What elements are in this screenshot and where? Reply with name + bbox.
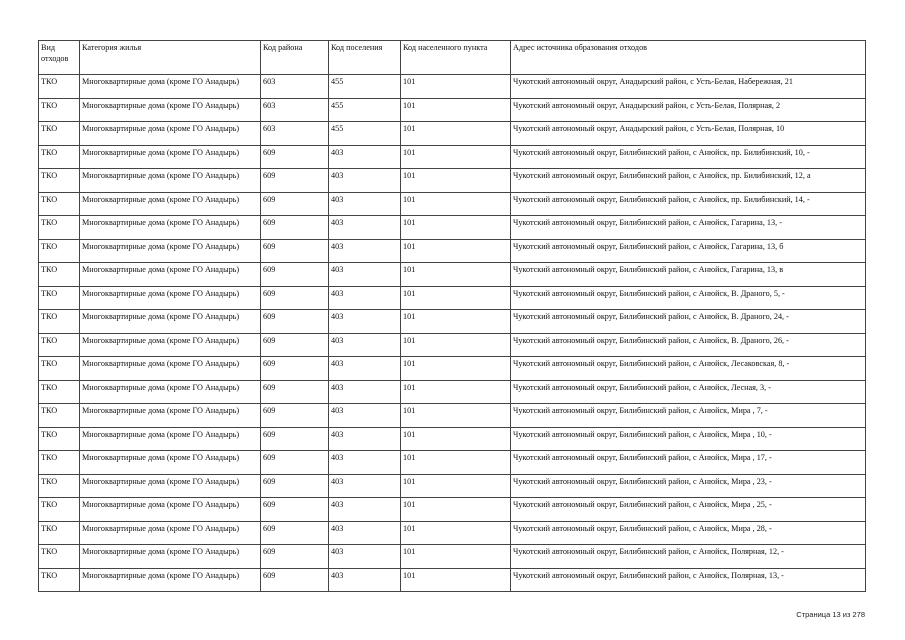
cell-category: Многоквартирные дома (кроме ГО Анадырь) xyxy=(80,545,261,569)
table-row xyxy=(39,75,866,99)
table-row xyxy=(39,568,866,592)
cell-district-code: 609 xyxy=(261,239,329,263)
table-row xyxy=(39,122,866,146)
cell-locality-code: 101 xyxy=(401,239,511,263)
cell-locality-code: 101 xyxy=(401,192,511,216)
cell-settlement-code: 403 xyxy=(329,568,401,592)
cell-address: Чукотский автономный округ, Билибинский район, с Анюйск, Мира , 28, - xyxy=(511,521,866,545)
cell-address: Чукотский автономный округ, Билибинский район, с Анюйск, пр. Билибинский, 12, а xyxy=(511,169,866,193)
cell-district-code: 609 xyxy=(261,263,329,287)
waste-sources-table xyxy=(38,40,866,592)
cell-category: Многоквартирные дома (кроме ГО Анадырь) xyxy=(80,75,261,99)
table-row xyxy=(39,98,866,122)
cell-locality-code: 101 xyxy=(401,380,511,404)
cell-district-code: 603 xyxy=(261,98,329,122)
cell-district-code: 603 xyxy=(261,75,329,99)
cell-waste-type: ТКО xyxy=(39,263,80,287)
cell-category: Многоквартирные дома (кроме ГО Анадырь) xyxy=(80,263,261,287)
cell-waste-type: ТКО xyxy=(39,98,80,122)
cell-waste-type: ТКО xyxy=(39,145,80,169)
table-row xyxy=(39,169,866,193)
cell-waste-type: ТКО xyxy=(39,169,80,193)
cell-locality-code: 101 xyxy=(401,357,511,381)
cell-settlement-code: 403 xyxy=(329,357,401,381)
cell-locality-code: 101 xyxy=(401,216,511,240)
cell-locality-code: 101 xyxy=(401,286,511,310)
cell-category: Многоквартирные дома (кроме ГО Анадырь) xyxy=(80,333,261,357)
cell-address: Чукотский автономный округ, Билибинский район, с Анюйск, Мира , 25, - xyxy=(511,498,866,522)
cell-category: Многоквартирные дома (кроме ГО Анадырь) xyxy=(80,380,261,404)
cell-address: Чукотский автономный округ, Билибинский район, с Анюйск, Мира , 23, - xyxy=(511,474,866,498)
cell-settlement-code: 455 xyxy=(329,122,401,146)
cell-settlement-code: 455 xyxy=(329,75,401,99)
table-row xyxy=(39,521,866,545)
cell-district-code: 609 xyxy=(261,286,329,310)
cell-locality-code: 101 xyxy=(401,122,511,146)
cell-waste-type: ТКО xyxy=(39,122,80,146)
header-settlement-code: Код поселения xyxy=(329,41,401,75)
table-row xyxy=(39,451,866,475)
cell-waste-type: ТКО xyxy=(39,75,80,99)
cell-district-code: 609 xyxy=(261,498,329,522)
cell-category: Многоквартирные дома (кроме ГО Анадырь) xyxy=(80,98,261,122)
cell-locality-code: 101 xyxy=(401,169,511,193)
cell-address: Чукотский автономный округ, Билибинский район, с Анюйск, Мира , 17, - xyxy=(511,451,866,475)
cell-locality-code: 101 xyxy=(401,474,511,498)
header-district-code: Код района xyxy=(261,41,329,75)
cell-settlement-code: 403 xyxy=(329,380,401,404)
header-locality-code: Код населенного пункта xyxy=(401,41,511,75)
header-category: Категория жилья xyxy=(80,41,261,75)
cell-district-code: 609 xyxy=(261,145,329,169)
cell-settlement-code: 403 xyxy=(329,404,401,428)
cell-district-code: 609 xyxy=(261,474,329,498)
cell-settlement-code: 403 xyxy=(329,310,401,334)
cell-waste-type: ТКО xyxy=(39,192,80,216)
cell-locality-code: 101 xyxy=(401,451,511,475)
cell-address: Чукотский автономный округ, Билибинский район, с Анюйск, Гагарина, 13, - xyxy=(511,216,866,240)
table-row xyxy=(39,545,866,569)
cell-address: Чукотский автономный округ, Билибинский район, с Анюйск, Гагарина, 13, б xyxy=(511,239,866,263)
cell-category: Многоквартирные дома (кроме ГО Анадырь) xyxy=(80,169,261,193)
table-row xyxy=(39,380,866,404)
table-row xyxy=(39,310,866,334)
cell-address: Чукотский автономный округ, Билибинский район, с Анюйск, Мира , 10, - xyxy=(511,427,866,451)
table-header-row xyxy=(39,41,866,75)
cell-category: Многоквартирные дома (кроме ГО Анадырь) xyxy=(80,404,261,428)
header-waste-type: Вид отходов xyxy=(39,41,80,75)
cell-locality-code: 101 xyxy=(401,427,511,451)
cell-locality-code: 101 xyxy=(401,521,511,545)
table-row xyxy=(39,263,866,287)
cell-district-code: 609 xyxy=(261,404,329,428)
table-row xyxy=(39,357,866,381)
table-row xyxy=(39,145,866,169)
cell-district-code: 609 xyxy=(261,380,329,404)
cell-waste-type: ТКО xyxy=(39,404,80,428)
registry-sheet xyxy=(38,40,865,592)
cell-locality-code: 101 xyxy=(401,145,511,169)
cell-district-code: 609 xyxy=(261,521,329,545)
cell-district-code: 609 xyxy=(261,451,329,475)
cell-settlement-code: 403 xyxy=(329,286,401,310)
cell-waste-type: ТКО xyxy=(39,310,80,334)
table-row xyxy=(39,474,866,498)
cell-settlement-code: 403 xyxy=(329,216,401,240)
cell-address: Чукотский автономный округ, Билибинский район, с Анюйск, пр. Билибинский, 14, - xyxy=(511,192,866,216)
cell-address: Чукотский автономный округ, Анадырский район, с Усть-Белая, Полярная, 10 xyxy=(511,122,866,146)
cell-district-code: 609 xyxy=(261,568,329,592)
cell-settlement-code: 403 xyxy=(329,263,401,287)
cell-address: Чукотский автономный округ, Анадырский район, с Усть-Белая, Набережная, 21 xyxy=(511,75,866,99)
cell-settlement-code: 403 xyxy=(329,192,401,216)
cell-waste-type: ТКО xyxy=(39,380,80,404)
cell-category: Многоквартирные дома (кроме ГО Анадырь) xyxy=(80,474,261,498)
cell-settlement-code: 403 xyxy=(329,521,401,545)
cell-waste-type: ТКО xyxy=(39,498,80,522)
cell-waste-type: ТКО xyxy=(39,357,80,381)
cell-category: Многоквартирные дома (кроме ГО Анадырь) xyxy=(80,239,261,263)
cell-locality-code: 101 xyxy=(401,98,511,122)
cell-locality-code: 101 xyxy=(401,404,511,428)
cell-address: Чукотский автономный округ, Билибинский район, с Анюйск, Лесная, 3, - xyxy=(511,380,866,404)
cell-settlement-code: 403 xyxy=(329,545,401,569)
table-row xyxy=(39,404,866,428)
cell-settlement-code: 403 xyxy=(329,145,401,169)
cell-waste-type: ТКО xyxy=(39,239,80,263)
table-row xyxy=(39,239,866,263)
cell-locality-code: 101 xyxy=(401,263,511,287)
cell-settlement-code: 403 xyxy=(329,427,401,451)
cell-locality-code: 101 xyxy=(401,75,511,99)
cell-district-code: 609 xyxy=(261,310,329,334)
cell-category: Многоквартирные дома (кроме ГО Анадырь) xyxy=(80,568,261,592)
cell-category: Многоквартирные дома (кроме ГО Анадырь) xyxy=(80,498,261,522)
table-row xyxy=(39,498,866,522)
cell-category: Многоквартирные дома (кроме ГО Анадырь) xyxy=(80,145,261,169)
cell-locality-code: 101 xyxy=(401,498,511,522)
cell-waste-type: ТКО xyxy=(39,474,80,498)
cell-category: Многоквартирные дома (кроме ГО Анадырь) xyxy=(80,357,261,381)
cell-settlement-code: 403 xyxy=(329,498,401,522)
header-address: Адрес источника образования отходов xyxy=(511,41,866,75)
cell-waste-type: ТКО xyxy=(39,216,80,240)
cell-waste-type: ТКО xyxy=(39,286,80,310)
cell-address: Чукотский автономный округ, Билибинский район, с Анюйск, В. Драного, 5, - xyxy=(511,286,866,310)
cell-address: Чукотский автономный округ, Билибинский район, с Анюйск, Полярная, 12, - xyxy=(511,545,866,569)
cell-address: Чукотский автономный округ, Билибинский район, с Анюйск, Гагарина, 13, в xyxy=(511,263,866,287)
cell-address: Чукотский автономный округ, Билибинский район, с Анюйск, В. Драного, 24, - xyxy=(511,310,866,334)
cell-address: Чукотский автономный округ, Анадырский район, с Усть-Белая, Полярная, 2 xyxy=(511,98,866,122)
cell-category: Многоквартирные дома (кроме ГО Анадырь) xyxy=(80,521,261,545)
table-row xyxy=(39,216,866,240)
page-number: Страница 13 из 278 xyxy=(796,610,865,619)
table-row xyxy=(39,286,866,310)
cell-settlement-code: 455 xyxy=(329,98,401,122)
cell-waste-type: ТКО xyxy=(39,333,80,357)
cell-waste-type: ТКО xyxy=(39,545,80,569)
table-row xyxy=(39,427,866,451)
cell-district-code: 603 xyxy=(261,122,329,146)
cell-locality-code: 101 xyxy=(401,333,511,357)
cell-district-code: 609 xyxy=(261,427,329,451)
cell-settlement-code: 403 xyxy=(329,474,401,498)
table-body xyxy=(39,75,866,592)
cell-address: Чукотский автономный округ, Билибинский район, с Анюйск, пр. Билибинский, 10, - xyxy=(511,145,866,169)
cell-district-code: 609 xyxy=(261,216,329,240)
table-row xyxy=(39,192,866,216)
table-row xyxy=(39,333,866,357)
cell-category: Многоквартирные дома (кроме ГО Анадырь) xyxy=(80,192,261,216)
cell-address: Чукотский автономный округ, Билибинский район, с Анюйск, Полярная, 13, - xyxy=(511,568,866,592)
cell-category: Многоквартирные дома (кроме ГО Анадырь) xyxy=(80,286,261,310)
cell-settlement-code: 403 xyxy=(329,451,401,475)
cell-waste-type: ТКО xyxy=(39,451,80,475)
cell-district-code: 609 xyxy=(261,169,329,193)
cell-locality-code: 101 xyxy=(401,310,511,334)
cell-district-code: 609 xyxy=(261,192,329,216)
cell-category: Многоквартирные дома (кроме ГО Анадырь) xyxy=(80,310,261,334)
cell-waste-type: ТКО xyxy=(39,521,80,545)
cell-address: Чукотский автономный округ, Билибинский район, с Анюйск, Лесаковская, 8, - xyxy=(511,357,866,381)
cell-settlement-code: 403 xyxy=(329,239,401,263)
cell-locality-code: 101 xyxy=(401,545,511,569)
cell-settlement-code: 403 xyxy=(329,333,401,357)
cell-waste-type: ТКО xyxy=(39,568,80,592)
cell-settlement-code: 403 xyxy=(329,169,401,193)
cell-category: Многоквартирные дома (кроме ГО Анадырь) xyxy=(80,451,261,475)
cell-district-code: 609 xyxy=(261,545,329,569)
cell-district-code: 609 xyxy=(261,357,329,381)
cell-category: Многоквартирные дома (кроме ГО Анадырь) xyxy=(80,216,261,240)
cell-waste-type: ТКО xyxy=(39,427,80,451)
cell-category: Многоквартирные дома (кроме ГО Анадырь) xyxy=(80,122,261,146)
cell-address: Чукотский автономный округ, Билибинский район, с Анюйск, Мира , 7, - xyxy=(511,404,866,428)
cell-locality-code: 101 xyxy=(401,568,511,592)
cell-category: Многоквартирные дома (кроме ГО Анадырь) xyxy=(80,427,261,451)
cell-address: Чукотский автономный округ, Билибинский район, с Анюйск, В. Драного, 26, - xyxy=(511,333,866,357)
cell-district-code: 609 xyxy=(261,333,329,357)
